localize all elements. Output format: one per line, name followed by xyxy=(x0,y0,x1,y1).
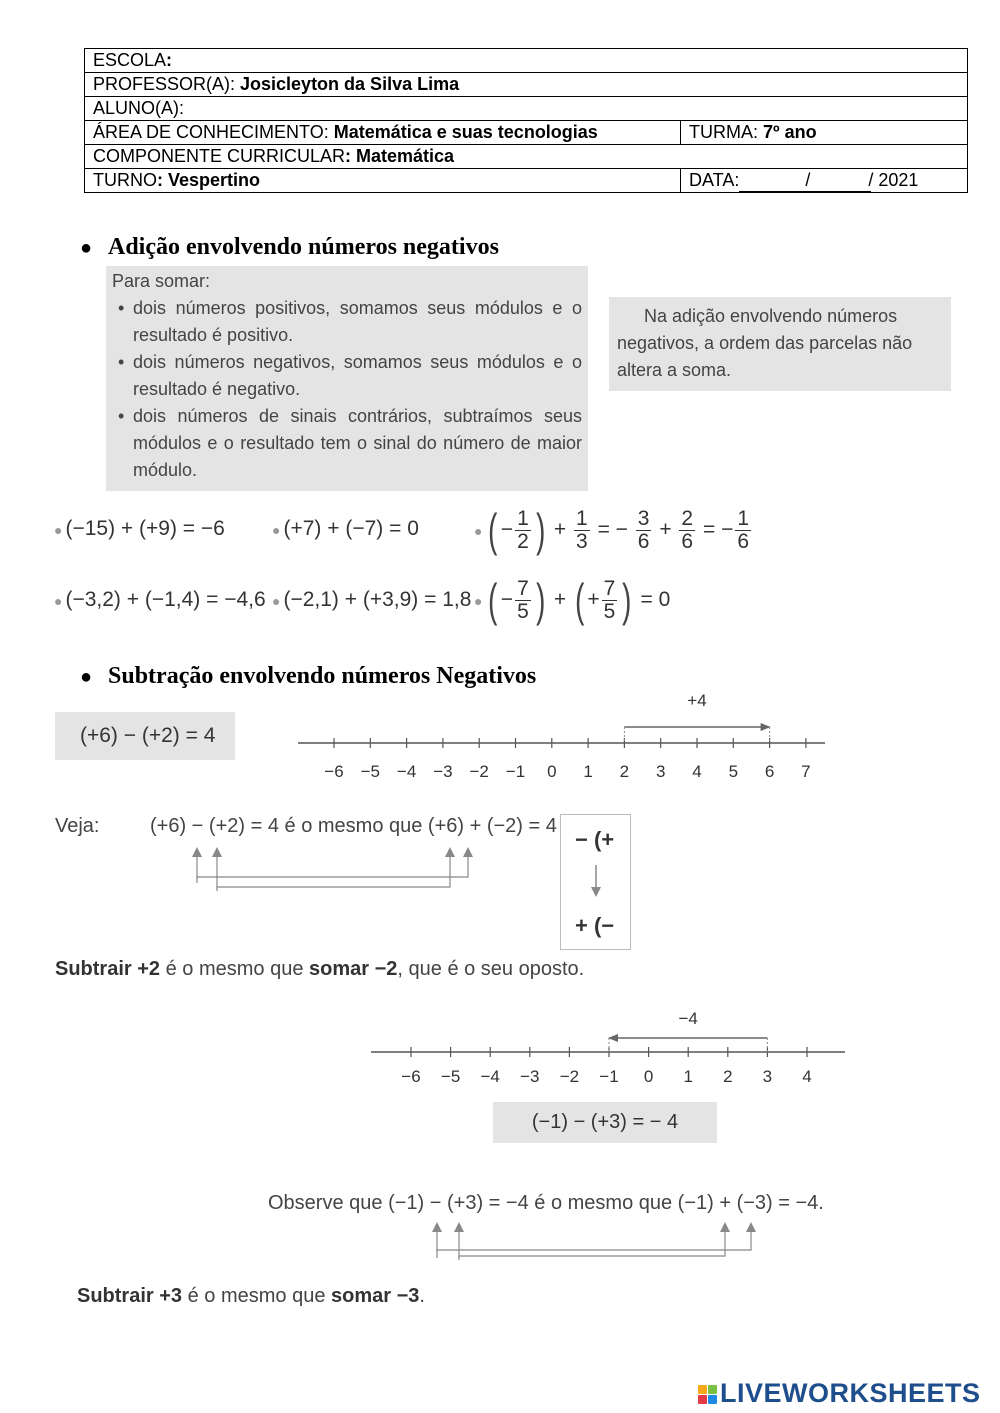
observe-text: Observe que (−1) − (+3) = −4 é o mesmo que (−1) + (−3) = −4. xyxy=(268,1192,824,1214)
observe-arrows xyxy=(425,1220,765,1265)
example-1-text: (−15) + (+9) = −6 xyxy=(65,517,225,540)
arrow-up-icon xyxy=(192,847,202,857)
tick-label: 4 xyxy=(692,762,702,781)
rules-box xyxy=(106,266,588,491)
numerator: 7 xyxy=(603,576,616,600)
bullet-dot-icon: ● xyxy=(474,523,483,539)
tick-group xyxy=(324,738,810,781)
example-box-2-text: (−1) − (+3) = − 4 xyxy=(531,1111,679,1133)
area-value: Matemática e suas tecnologias xyxy=(333,122,598,142)
example-3 xyxy=(474,506,753,555)
arrow-up-icon xyxy=(746,1222,756,1232)
paren-close: ) xyxy=(535,504,546,557)
rule-subtrair-3 xyxy=(77,1285,425,1308)
data-year: / 2021 xyxy=(868,169,919,190)
minus-sign: − xyxy=(721,518,734,541)
tick-label: −3 xyxy=(520,1067,540,1086)
tick-label: −5 xyxy=(360,762,380,781)
aluno-label: ALUNO(A): xyxy=(93,98,185,118)
logo-square xyxy=(708,1385,717,1394)
section2-title-text: Subtração envolvendo números Negativos xyxy=(108,663,537,689)
bullet-dot-icon: ● xyxy=(474,593,483,609)
tick-label: −4 xyxy=(480,1067,500,1086)
tick-label: −5 xyxy=(440,1067,461,1086)
header-table xyxy=(84,48,968,193)
fraction xyxy=(515,508,531,553)
equals-sign: = xyxy=(640,588,653,611)
tick-label: 3 xyxy=(655,762,666,781)
rule2-bold-c: somar −3 xyxy=(331,1285,420,1307)
tick-label: 2 xyxy=(723,1067,733,1086)
denominator: 5 xyxy=(517,599,529,623)
tick-label: 4 xyxy=(802,1067,812,1086)
rule2-bold-a: Subtrair +3 xyxy=(77,1285,183,1307)
tick-label: 1 xyxy=(683,1067,693,1086)
note-box xyxy=(609,297,951,391)
tick-label: 1 xyxy=(583,762,593,781)
denominator: 6 xyxy=(637,529,650,553)
example-box-1 xyxy=(55,712,235,760)
row-escola xyxy=(85,49,968,73)
turma-value: 7º ano xyxy=(763,122,817,142)
rule1-text-b: é o mesmo que xyxy=(160,958,310,980)
arrow-up-icon xyxy=(212,847,222,857)
section1-title-text: Adição envolvendo números negativos xyxy=(108,234,499,260)
tick-label: 2 xyxy=(619,762,630,781)
tick-label: −3 xyxy=(433,762,453,781)
equals-sign: = xyxy=(702,518,716,541)
professor-label: PROFESSOR(A): xyxy=(93,74,241,94)
paren-open: ( xyxy=(488,574,498,627)
tick-label: −4 xyxy=(396,762,417,781)
rule-item: • dois números positivos, somamos seus módulos e o resultado é positivo. xyxy=(112,295,582,349)
rule1-bold-a: Subtrair +2 xyxy=(55,958,161,980)
tick-label: 5 xyxy=(728,762,739,781)
sign-change-box xyxy=(560,814,631,950)
fraction xyxy=(679,508,695,553)
rule2-text-b: é o mesmo que xyxy=(182,1285,332,1307)
arrow-up-icon xyxy=(454,1222,464,1232)
rule-item: • dois números de sinais contrários, subtraímos seus módulos e o resultado tem o sinal do número de maior módulo. xyxy=(112,403,582,484)
fraction xyxy=(735,508,751,553)
area-label: ÁREA DE CONHECIMENTO: xyxy=(93,122,334,142)
connector xyxy=(437,1228,751,1258)
escola-label: ESCOLA xyxy=(93,50,167,70)
plus-sign: + xyxy=(587,588,600,611)
fraction xyxy=(636,508,652,553)
rule-item: • dois números negativos, somamos seus módulos e o resultado é negativo. xyxy=(112,349,582,403)
number-line-2 xyxy=(365,1000,855,1095)
numerator: 1 xyxy=(576,506,588,530)
turma-label: TURMA: xyxy=(689,122,763,142)
tick-label: 7 xyxy=(801,762,811,781)
liveworksheets-logo xyxy=(698,1378,981,1409)
example-5-text: (−2,1) + (+3,9) = 1,8 xyxy=(283,588,472,611)
logo-text: LIVEWORKSHEETS xyxy=(720,1378,981,1408)
arrow-up-icon xyxy=(463,847,473,857)
logo-square xyxy=(708,1395,717,1404)
bullet-dot-icon: ● xyxy=(54,522,63,538)
example-4-text: (−3,2) + (−1,4) = −4,6 xyxy=(65,588,266,611)
example-2-text: (+7) + (−7) = 0 xyxy=(283,517,419,540)
minus-sign: − xyxy=(615,518,628,541)
paren-open: ( xyxy=(488,504,498,557)
note-text: Na adição envolvendo números negativos, a ordem das parcelas não altera a soma. xyxy=(617,306,913,380)
logo-square xyxy=(698,1395,707,1404)
numerator: 2 xyxy=(681,506,694,530)
arrow-up-icon xyxy=(432,1222,442,1232)
arrow-up-icon xyxy=(445,847,455,857)
minus-sign: − xyxy=(500,588,514,611)
componente-label: COMPONENTE CURRICULAR xyxy=(93,146,346,166)
example-2 xyxy=(272,517,419,541)
fraction xyxy=(602,578,618,623)
cell-aluno xyxy=(85,97,968,121)
cell-componente xyxy=(85,145,968,169)
data-label: DATA: xyxy=(689,169,740,190)
paren-open: ( xyxy=(575,574,585,627)
fraction xyxy=(574,508,590,553)
veja-text: (+6) − (+2) = 4 é o mesmo que (+6) + (−2) = 4 xyxy=(150,815,557,837)
numerator: 1 xyxy=(517,506,529,530)
componente-value: : Matemática xyxy=(345,146,455,166)
fraction xyxy=(515,578,531,623)
example-box-2 xyxy=(493,1102,717,1143)
result-zero: 0 xyxy=(658,588,671,611)
logo-square xyxy=(698,1385,707,1394)
veja-arrows xyxy=(185,843,485,898)
turno-value: : Vespertino xyxy=(157,170,261,190)
plus-sign: + xyxy=(553,518,567,541)
tick-label: 6 xyxy=(764,762,775,781)
connector xyxy=(197,853,468,883)
plus-sign: + xyxy=(659,518,672,541)
equals-sign: = xyxy=(597,518,610,541)
row-componente xyxy=(85,145,968,169)
cell-turma xyxy=(681,121,968,145)
denominator: 5 xyxy=(603,599,616,623)
tick-label: −1 xyxy=(599,1067,619,1086)
arrow-label: −4 xyxy=(678,1009,698,1028)
tick-label: −2 xyxy=(469,762,489,781)
tick-label: 3 xyxy=(762,1067,773,1086)
tick-label: 0 xyxy=(643,1067,654,1086)
tick-label: −2 xyxy=(559,1067,580,1086)
professor-value: Josicleyton da Silva Lima xyxy=(240,74,460,94)
section1-title xyxy=(80,234,499,261)
plus-sign: + xyxy=(553,588,567,611)
denominator: 2 xyxy=(517,529,529,553)
rule2-text-d: . xyxy=(419,1285,425,1307)
paren-close: ) xyxy=(535,574,546,627)
denominator: 3 xyxy=(576,529,588,553)
numerator: 3 xyxy=(637,506,650,530)
connector xyxy=(217,853,450,891)
row-turno xyxy=(85,169,968,193)
arrow-up-icon xyxy=(720,1222,730,1232)
arrow-label: +4 xyxy=(687,691,707,710)
sign-box-bottom: + (− xyxy=(575,913,615,938)
bullet-dot-icon: ● xyxy=(54,593,63,609)
rules-intro: Para somar: xyxy=(112,271,211,291)
minus-sign: − xyxy=(500,518,514,541)
bullet-dot-icon: ● xyxy=(272,593,281,609)
cell-escola xyxy=(85,49,968,73)
arrow-down-icon xyxy=(590,865,602,899)
rule1-bold-c: somar −2 xyxy=(309,958,398,980)
veja-label: Veja: xyxy=(55,815,100,837)
row-professor xyxy=(85,73,968,97)
cell-area xyxy=(85,121,681,145)
turno-label: TURNO xyxy=(93,170,157,190)
rule1-text-d: , que é o seu oposto. xyxy=(397,958,585,980)
tick-label: −6 xyxy=(324,762,344,781)
example-box-1-text: (+6) − (+2) = 4 xyxy=(80,724,216,747)
bullet-icon: ● xyxy=(80,237,93,259)
data-sep: / xyxy=(805,169,811,190)
example-4 xyxy=(54,588,266,612)
row-area xyxy=(85,121,968,145)
cell-professor xyxy=(85,73,968,97)
connector xyxy=(459,1228,725,1260)
denominator: 6 xyxy=(737,529,750,553)
logo-squares-icon xyxy=(698,1385,717,1404)
data-blank xyxy=(739,169,919,192)
bullet-icon: ● xyxy=(80,666,93,688)
number-line-1 xyxy=(290,680,835,790)
tick-group xyxy=(401,1047,811,1086)
escola-colon: : xyxy=(166,50,173,70)
example-6 xyxy=(474,576,670,625)
bullet-dot-icon: ● xyxy=(272,522,281,538)
tick-label: −6 xyxy=(401,1067,421,1086)
tick-label: −1 xyxy=(505,762,526,781)
numerator: 7 xyxy=(517,576,529,600)
denominator: 6 xyxy=(681,529,694,553)
numerator: 1 xyxy=(737,506,750,530)
cell-data xyxy=(681,169,968,193)
example-1 xyxy=(54,517,225,541)
row-aluno xyxy=(85,97,968,121)
sign-box-top: − (+ xyxy=(575,827,615,852)
example-5 xyxy=(272,588,471,612)
paren-close: ) xyxy=(622,574,632,627)
cell-turno xyxy=(85,169,681,193)
tick-label: 0 xyxy=(547,762,557,781)
rule-subtrair-2 xyxy=(55,958,584,981)
